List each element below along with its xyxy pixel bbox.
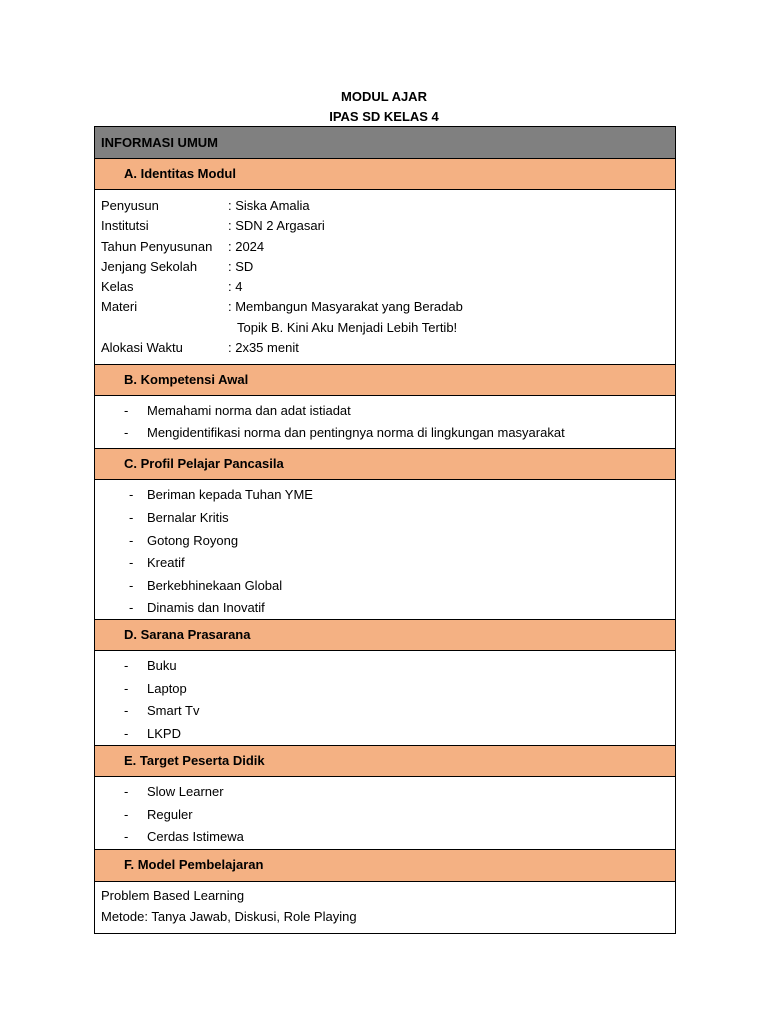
list-dash: - <box>129 510 134 525</box>
list-item: Bernalar Kritis <box>147 510 229 525</box>
section-e-body <box>95 777 675 850</box>
label-kelas: Kelas <box>101 279 134 294</box>
list-item: Cerdas Istimewa <box>147 829 244 844</box>
list-dash: - <box>124 658 129 673</box>
value-kelas: : 4 <box>228 279 243 294</box>
section-c-heading: C. Profil Pelajar Pancasila <box>95 448 675 480</box>
section-a-heading: A. Identitas Modul <box>95 158 675 190</box>
label-tahun: Tahun Penyusunan <box>101 239 213 254</box>
value-alokasi: : 2x35 menit <box>228 340 299 355</box>
value-jenjang: : SD <box>228 259 254 274</box>
list-dash: - <box>129 555 134 570</box>
value-topik: Topik B. Kini Aku Menjadi Lebih Tertib! <box>237 320 458 335</box>
value-institusi: : SDN 2 Argasari <box>228 218 325 233</box>
list-item: Gotong Royong <box>147 533 239 548</box>
value-materi: : Membangun Masyarakat yang Beradab <box>228 299 463 314</box>
value-tahun: : 2024 <box>228 239 265 254</box>
list-item: Reguler <box>147 807 193 822</box>
list-item: Laptop <box>147 681 187 696</box>
section-b-heading: B. Kompetensi Awal <box>95 364 675 396</box>
list-dash: - <box>129 533 134 548</box>
list-item: LKPD <box>147 726 181 741</box>
informasi-umum-header: INFORMASI UMUM <box>95 127 675 159</box>
section-a-body <box>95 190 675 365</box>
list-item: Kreatif <box>147 555 185 570</box>
list-dash: - <box>124 807 129 822</box>
list-item: Slow Learner <box>147 784 224 799</box>
list-item: Memahami norma dan adat istiadat <box>147 403 351 418</box>
label-institusi: Institutsi <box>101 218 149 233</box>
list-dash: - <box>124 829 129 844</box>
list-item: Dinamis dan Inovatif <box>147 600 265 615</box>
section-d-body <box>95 651 675 745</box>
label-penyusun: Penyusun <box>101 198 159 213</box>
section-d-heading: D. Sarana Prasarana <box>95 619 675 651</box>
list-item: Berkebhinekaan Global <box>147 578 283 593</box>
list-dash: - <box>129 578 134 593</box>
list-dash: - <box>124 403 129 418</box>
label-alokasi: Alokasi Waktu <box>101 340 183 355</box>
label-materi: Materi <box>101 299 138 314</box>
section-b-body <box>95 396 675 448</box>
list-dash: - <box>124 726 129 741</box>
section-e-heading: E. Target Peserta Didik <box>95 745 675 777</box>
document-subtitle: IPAS SD KELAS 4 <box>329 109 439 124</box>
info-table <box>94 126 676 934</box>
list-dash: - <box>124 681 129 696</box>
list-item: Mengidentifikasi norma dan pentingnya norma di lingkungan masyarakat <box>147 425 565 440</box>
list-dash: - <box>124 703 129 718</box>
section-c-body <box>95 480 675 619</box>
label-jenjang: Jenjang Sekolah <box>101 259 198 274</box>
section-f-heading: F. Model Pembelajaran <box>95 849 675 882</box>
list-item: Beriman kepada Tuhan YME <box>147 487 313 502</box>
list-dash: - <box>129 600 134 615</box>
value-penyusun: : Siska Amalia <box>228 198 310 213</box>
list-dash: - <box>124 784 129 799</box>
list-item: Buku <box>147 658 177 673</box>
metode-line: Metode: Tanya Jawab, Diskusi, Role Playing <box>101 909 357 924</box>
list-dash: - <box>124 425 129 440</box>
list-dash: - <box>129 487 134 502</box>
section-f-body <box>95 882 675 934</box>
model-line: Problem Based Learning <box>101 888 245 903</box>
document-title: MODUL AJAR <box>341 89 427 104</box>
list-item: Smart Tv <box>147 703 200 718</box>
